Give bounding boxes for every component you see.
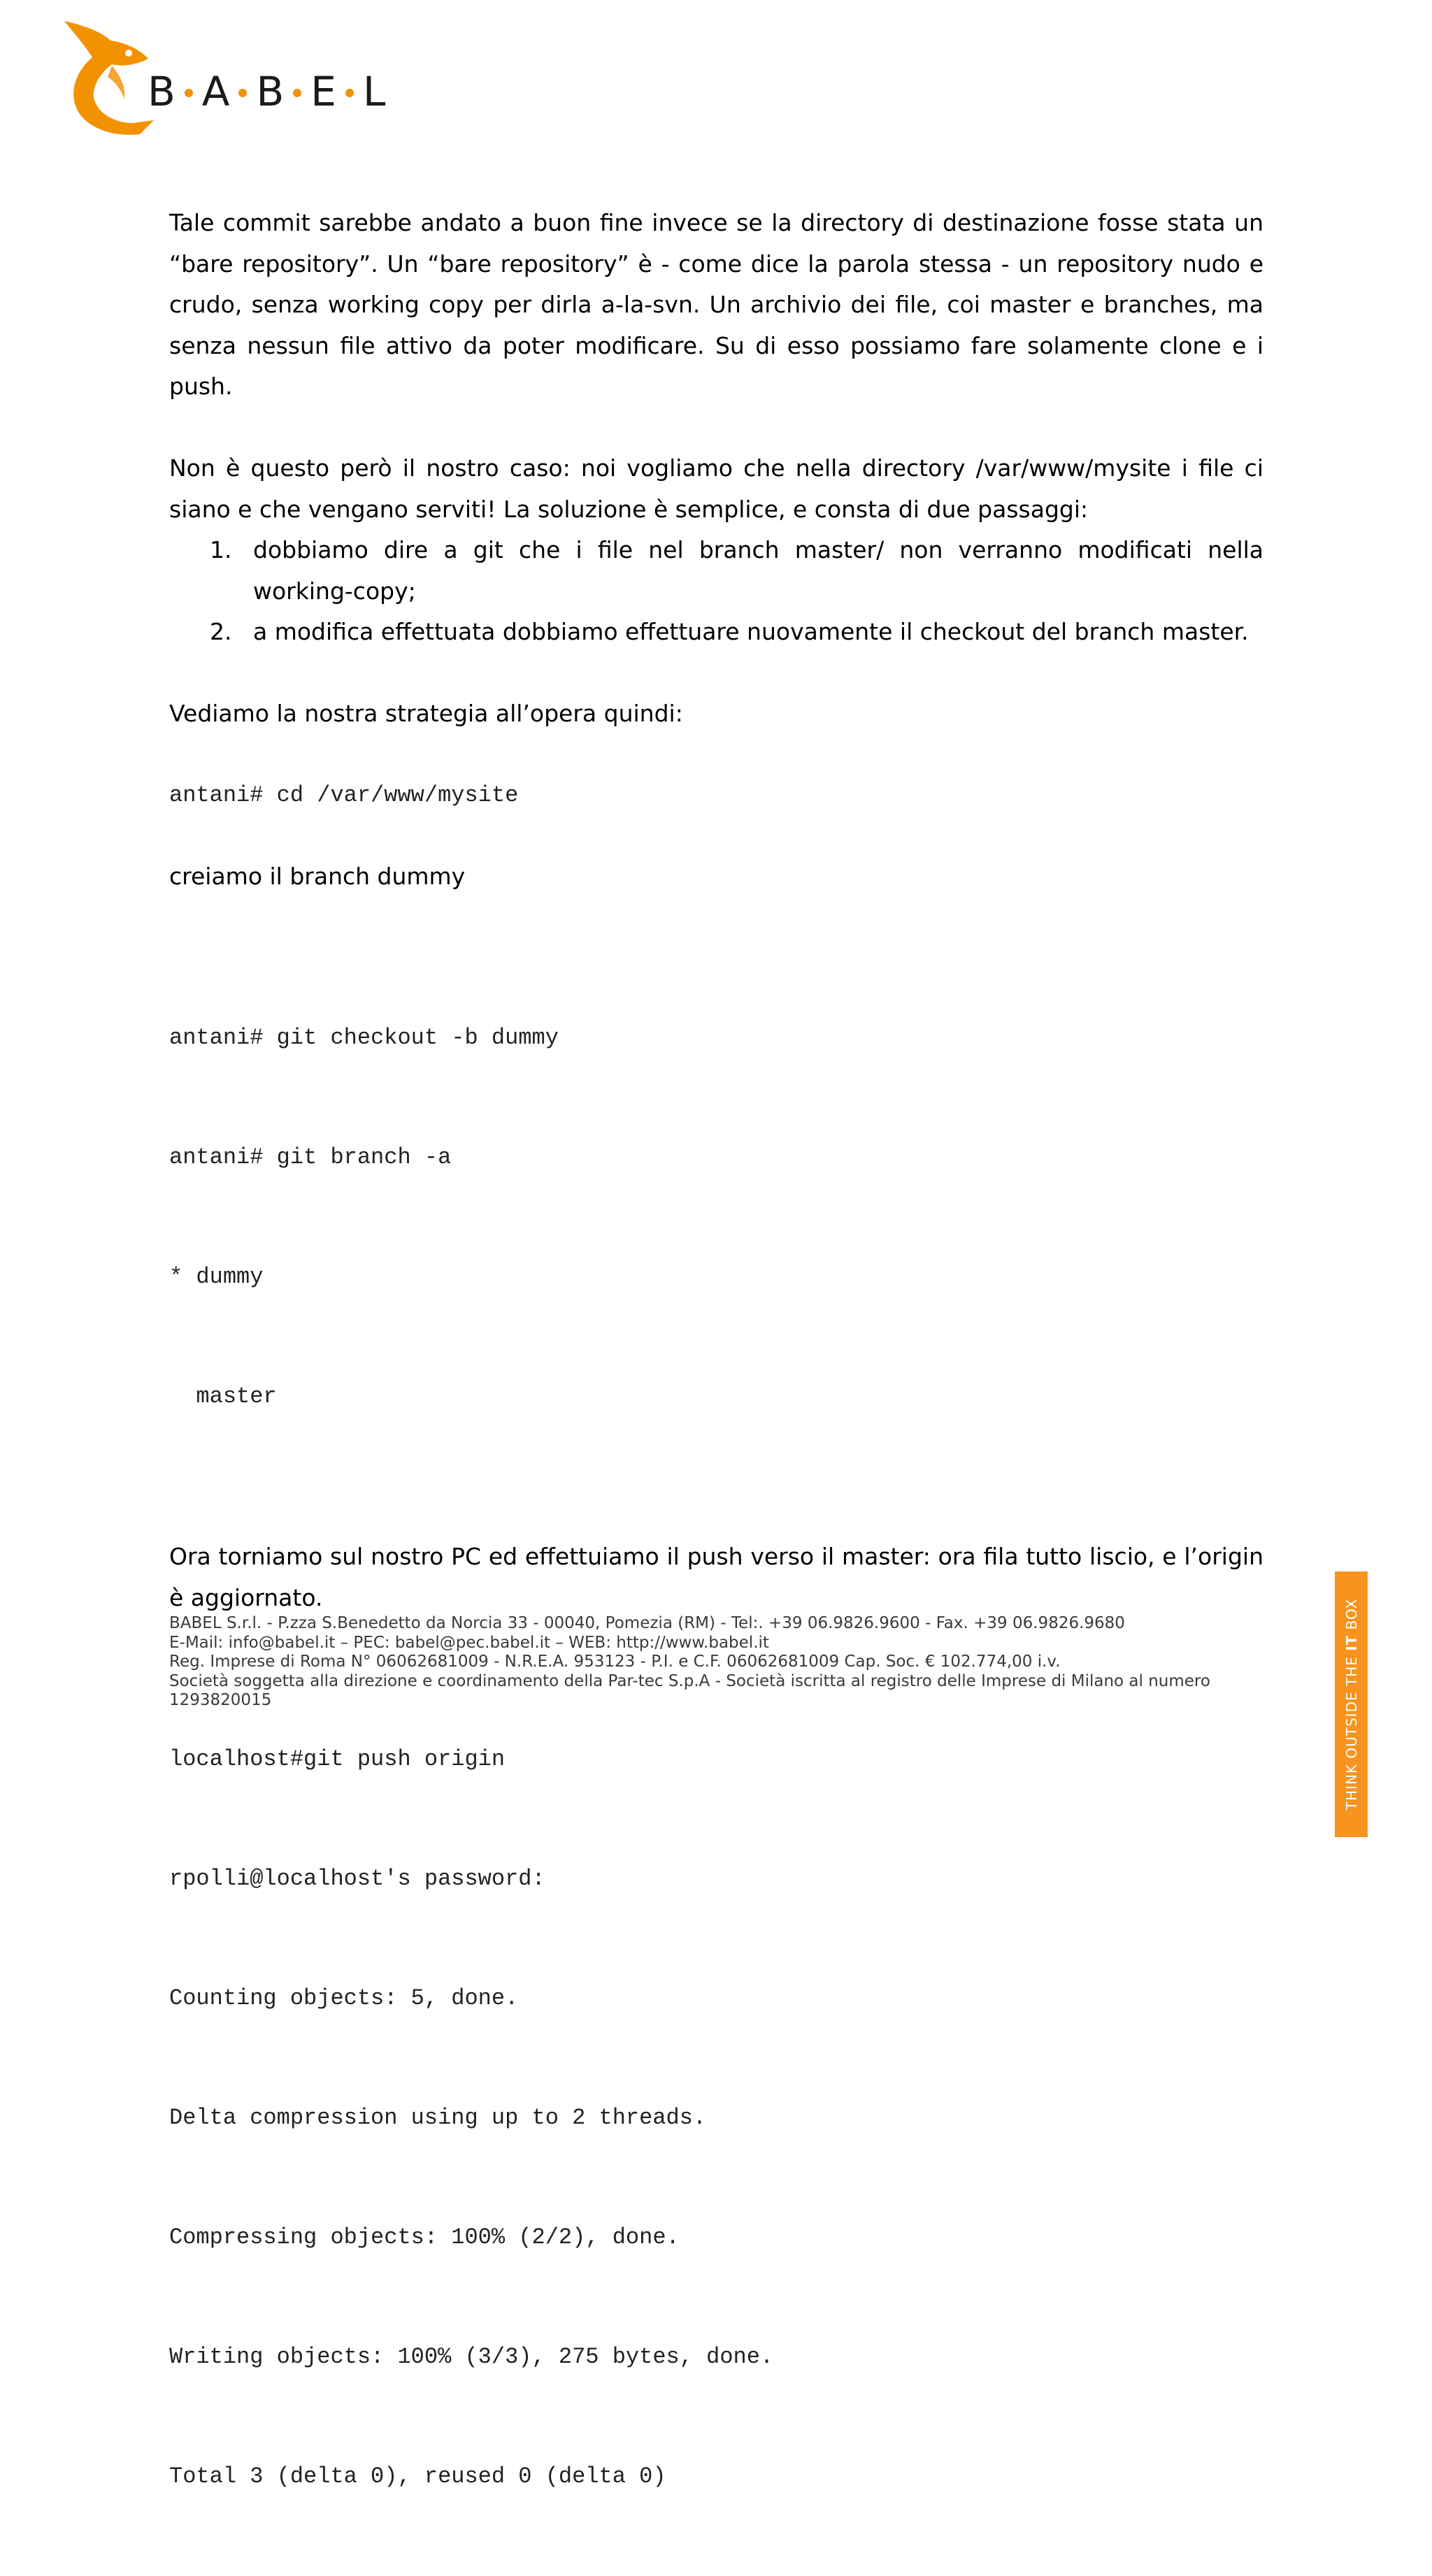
paragraph-create-branch: creiamo il branch dummy xyxy=(169,862,466,890)
brand-letter: B xyxy=(148,68,176,115)
spacer xyxy=(169,897,1263,938)
spacer xyxy=(169,735,1263,776)
footer-line-registry: Reg. Imprese di Roma N° 06062681009 - N.R.E.A. 953123 - P.I. e C.F. 06062681009 Cap. Soc. € 102.774,00 i.v. xyxy=(169,1653,1061,1671)
brand-letter: A xyxy=(201,68,230,115)
code-line: * dummy xyxy=(169,1263,264,1290)
code-block-push-output xyxy=(169,1660,1263,2576)
code-line: antani# git branch -a xyxy=(169,1144,452,1170)
tagline-highlight: IT xyxy=(1342,1634,1360,1651)
fish-logo-icon xyxy=(62,18,159,137)
brand-dot xyxy=(185,89,193,97)
footer-line-address: BABEL S.r.l. - P.zza S.Benedetto da Norcia 33 - 00040, Pomezia (RM) - Tel:. +39 06.9826.9600 - Fax. +39 06.9826.9680 xyxy=(169,1614,1125,1632)
brand-dot xyxy=(238,89,247,97)
code-line: master xyxy=(169,1383,277,1409)
tagline-prefix: THINK OUTSIDE THE xyxy=(1342,1650,1360,1811)
side-tagline-tab xyxy=(1335,1571,1368,1837)
company-footer xyxy=(169,1614,1260,1711)
brand-letter: L xyxy=(362,68,386,115)
babel-logo xyxy=(62,18,425,137)
code-block-cd xyxy=(169,775,1263,815)
brand-dot xyxy=(293,89,301,97)
code-line: antani# cd /var/www/mysite xyxy=(169,782,519,808)
footer-line-contacts: E-Mail: info@babel.it – PEC: babel@pec.babel.it – WEB: http://www.babel.it xyxy=(169,1633,769,1652)
list-item-text: a modifica effettuata dobbiamo effettuare nuovamente il checkout del branch master. xyxy=(253,618,1249,645)
list-item-number: 1. xyxy=(210,536,232,563)
list-item-text: dobbiamo dire a git che i file nel branch master/ non verranno modificati nella working-copy; xyxy=(253,536,1263,605)
paragraph-our-case: Non è questo però il nostro caso: noi vogliamo che nella directory /var/www/mysite i file ci siano e che vengano serviti! La soluzione è semplice, e consta di due passaggi: xyxy=(169,454,1263,523)
code-line: Delta compression using up to 2 threads. xyxy=(169,2104,707,2131)
code-line: Total 3 (delta 0), reused 0 (delta 0) xyxy=(169,2463,666,2489)
tagline-suffix: BOX xyxy=(1342,1598,1360,1635)
code-block-branch xyxy=(169,938,1263,1496)
paragraph-bare-repository: Tale commit sarebbe andato a buon fine invece se la directory di destinazione fosse stata un “bare repository”. Un “bare repository” è - come dice la parola stessa - un repository nudo e crudo, senza working copy per dirla a-la-svn. Un archivio dei file, coi master e branches, ma senza nessun file attivo da poter modificare. Su di esso possiamo fare solamente clone e i push. xyxy=(169,209,1263,400)
code-line: Writing objects: 100% (3/3), 275 bytes, done. xyxy=(169,2343,774,2370)
spacer xyxy=(169,408,1263,449)
brand-letter: B xyxy=(256,68,285,115)
paragraph-push: Ora torniamo sul nostro PC ed effettuiamo il push verso il master: ora fila tutto liscio, e l’origin è aggiornato. xyxy=(169,1543,1263,1611)
brand-letter: E xyxy=(310,68,336,115)
side-tagline xyxy=(1343,1599,1360,1810)
footer-line-ownership: Società soggetta alla direzione e coordinamento della Par-tec S.p.A - Società iscritta al registro delle Imprese di Milano al numero 1293820015 xyxy=(169,1671,1210,1709)
code-line: Compressing objects: 100% (2/2), done. xyxy=(169,2224,680,2250)
paragraph-strategy: Vediamo la nostra strategia all’opera quindi: xyxy=(169,700,683,727)
code-line: Counting objects: 5, done. xyxy=(169,1985,519,2011)
spacer xyxy=(169,653,1263,694)
steps-list xyxy=(169,530,1263,653)
code-line: rpolli@localhost's password: xyxy=(169,1865,545,1892)
spacer xyxy=(169,815,1263,856)
spacer xyxy=(169,1496,1263,1537)
brand-dot xyxy=(345,89,354,97)
list-item xyxy=(169,612,1263,653)
list-item-number: 2. xyxy=(210,618,232,645)
code-line: localhost#git push origin xyxy=(169,1746,506,1772)
document-body xyxy=(169,203,1263,2576)
code-line: antani# git checkout -b dummy xyxy=(169,1024,559,1051)
list-item xyxy=(169,530,1263,612)
brand-wordmark xyxy=(148,67,385,116)
